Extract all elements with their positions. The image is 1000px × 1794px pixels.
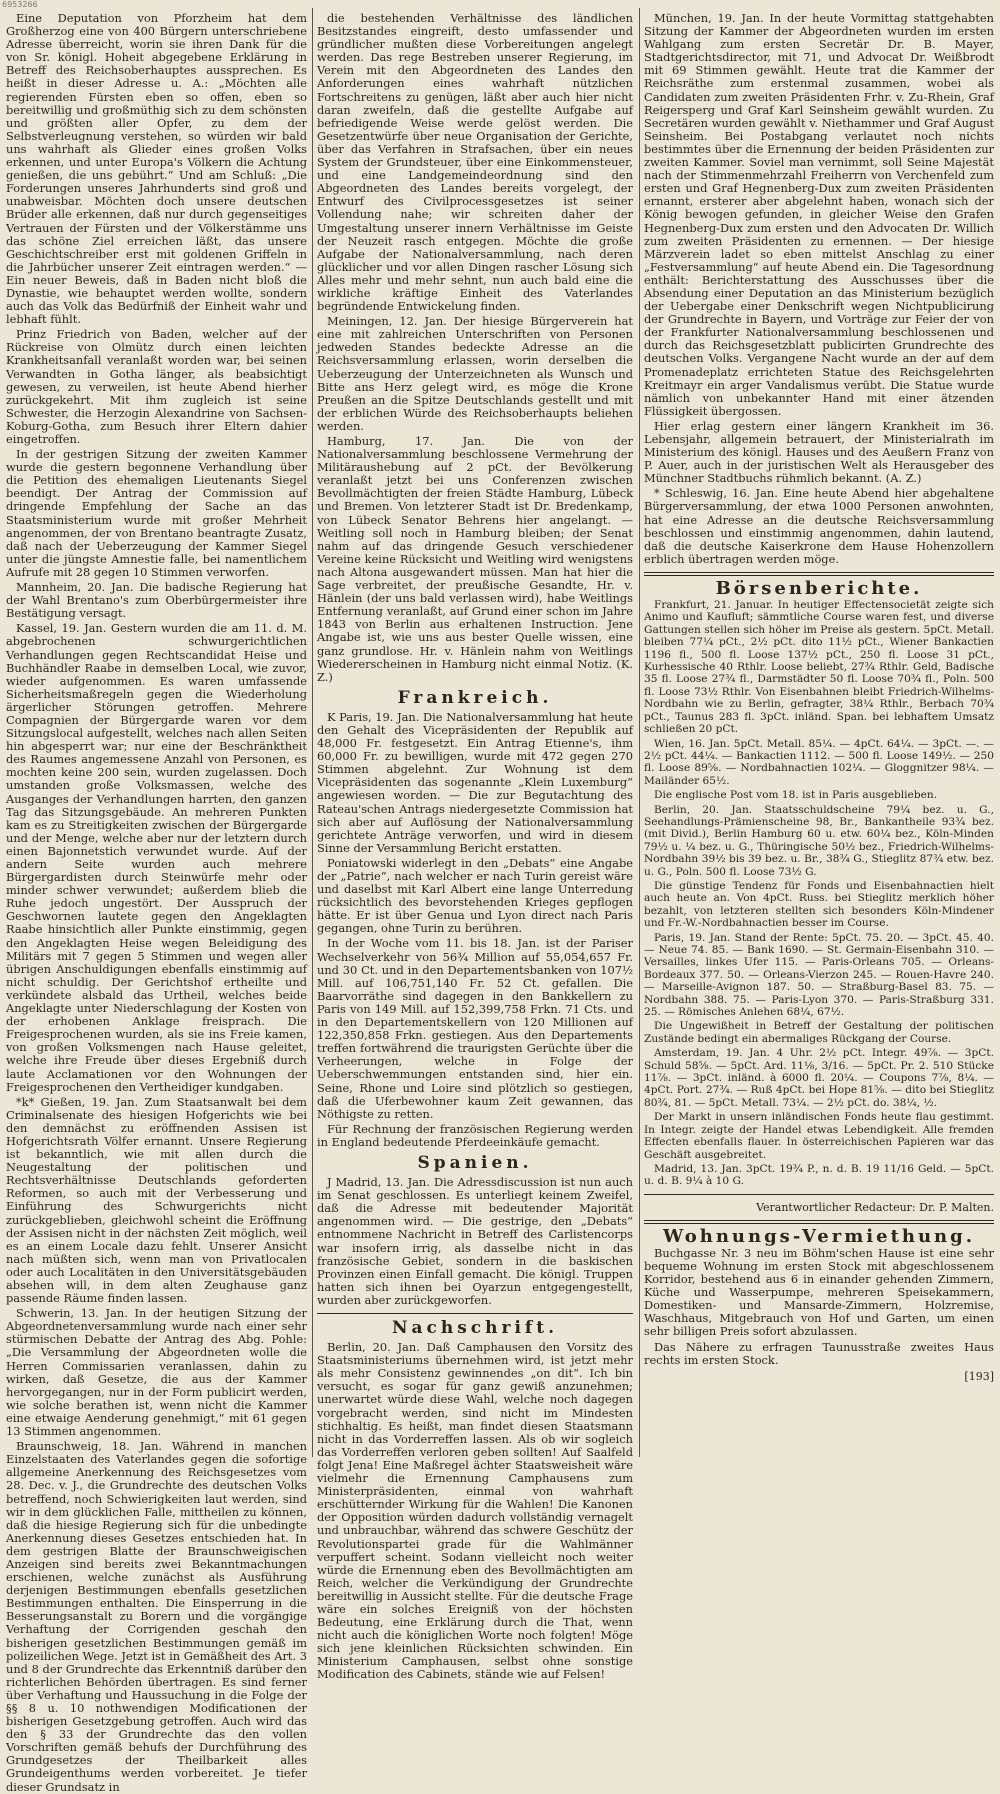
ad-number: [193] (964, 1369, 994, 1383)
section-heading-nachschrift: Nachschrift. (391, 1318, 559, 1338)
article: die bestehenden Verhältnisse des ländlichen Besitzstandes eingreift, desto umfassender und gründlicher mußten diese Vorbereitungen angelegt werden. Das rege Bestreben unserer Regierung, im Verein mit den Abgeordneten des Landes den Anforderungen eines wahrhaft nützlichen Fortschreitens zu genügen, läßt aber auch hier nicht daran zweifeln, daß die gestellte Aufgabe auf befriedigende Weise werde gelöst werden. Die Gesetzentwürfe über neue Organisation der Gerichte, über das Verfahren in Strafsachen, über ein neues System der Grundsteuer, über eine Einkommensteuer, und eine Landgemeindeordnung sind den Abgeordneten des Landes bereits vorgelegt, der Entwurf des Civilprocessgesetzes ist seiner Vollendung nahe; wir schreiten daher der Umgestaltung unserer innern Verhältnisse im Geiste der Neuzeit rasch entgegen. Möchte die große Aufgabe der Nationalversammlung, nach deren glücklicher und vor allen Dingen rascher Lösung sich Alles mehr und mehr sehnt, nun auch bald eine die wirkliche kräftige Einheit des Vaterlandes begründende Entwickelung finden. (317, 11, 633, 314)
redactor-line: Verantwortlicher Redacteur: Dr. P. Malten. (756, 1200, 994, 1214)
column-1 (6, 11, 307, 1794)
market-report: Paris, 19. Jan. Stand der Rente: 5pCt. 75. 20. — 3pCt. 45. 40. — Neue 74. 85. — Bank 1690. — St. Germain-Eisenbahn 310. — Versailles, linkes Ufer 115. — Paris-Orleans 705. — Orleans-Bordeaux 377. 50. — Orleans-Vierzon 245. — Rouen-Havre 240. — Marseille-Avignon 187. 50. — Straßburg-Basel 83. 75. — Nordbahn 388. 75. — Paris-Lyon 370. — Paris-Straßburg 331. 25. — Römisches Anlehen 68¼, 67½. (644, 931, 994, 1019)
article: *k* Gießen, 19. Jan. Zum Staatsanwalt bei dem Criminalsenate des hiesigen Hofgerichts wie bei den demnächst zu eröffnenden Assisen ist Hofgerichtsrath Völfer ernannt. Unsere Regierung ist bekanntlich, wie mit allen durch die Neugestaltung der politischen und Rechtsverhältnisse Deutschlands geforderten Reformen, so auch mit der Verbesserung und Einführung des Schwurgerichts nicht zurückgeblieben, gleichwohl scheint die Eröffnung der Assisen nicht in der nächsten Zeit möglich, weil es an einem Locale dazu fehlt. Unserer Ansicht nach müßten sich, wenn man von Privatlocalen oder auch Localitäten in den Universitätsgebäuden absehen will, in dem alten Zeughause ganz passende Räume finden lassen. (6, 1094, 307, 1306)
column-2 (317, 11, 633, 1682)
market-report: Frankfurt, 21. Januar. In heutiger Effectensocietät zeigte sich Animo und Kaufluft; sämmtliche Course waren fest, und diverse Gattungen stellen sich höher im Preise als gestern. 5pCt. Metall. bleiben 77¼ pCt., 2½ pCt. dito 11½ pCt., Wiener Bankactien 1196 fl., 500 fl. Loose 137½ pCt., 250 fl. Loose 31 pCt., Kurhessische 40 Rthlr. Loose beliebt, 27¾ Rthlr. Geld, Badische 35 fl. Loose 27¾ fl., Darmstädter 50 fl. Loose 70¾ fl., Poln. 500 fl. Loose 73½ Rthlr. Von Eisenbahnen bleibt Friedrich-Wilhelms-Nordbahn wie zu Berlin, gefragter, 38¼ Rthlr., Berbach 70¾ pCt., Taunus 283 fl. 3pCt. inländ. Span. bei lebhaftem Umsatz schließen 20 pCt. (644, 599, 994, 736)
article: Poniatowski widerlegt in den „Debats“ eine Angabe der „Patrie“, nach welcher er nach Turin gereist wäre und daselbst mit Karl Albert eine lange Unterredung rücksichtlich des bevorstehenden Krieges gepflogen hätte. Er ist über Genua und Lyon direct nach Paris gegangen, ohne Turin zu berühren. (317, 855, 633, 936)
article: Braunschweig, 18. Jan. Während in manchen Einzelstaaten des Vaterlandes gegen die sofortige allgemeine Anerkennung des Reichsgesetzes vom 28. Dec. v. J., die Grundrechte des deutschen Volks betreffend, noch Schwierigkeiten laut werden, sind wir in dem glücklichen Falle, mittheilen zu können, daß die hiesige Regierung sich für die unbedingte Anerkennung dieses Gesetzes entschieden hat. In dem gestrigen Blatte der Braunschweigischen Anzeigen sind bereits zwei Bekanntmachungen erschienen, welche zunächst als Ausführung derjenigen Bestimmungen ebenfalls gesetzlichen Bestimmungen enthalten. Die Einsperrung in die Besserungsanstalt zu Borern und die vorgängige Verhaftung der Corrigenden geschah den bisherigen gesetzlichen Bestimmungen gemäß im polizeilichen Wege. Jetzt ist in Gemäßheit des Art. 3 und 8 der Grundrechte das Erkenntniß darüber den richterlichen Behörden übertragen. Es sind ferner über Verhaftung und Haussuchung in die Folge der §§ 8 u. 10 nothwendigen Modificationen der bisherigen Gesetzgebung getroffen. Auch wird das den § 33 der Grundrechte das den vollen Vorschriften gemäß behufs der Durchführung des Grundgesetzes der Theilbarkeit alles Grundeigenthums werden vorbereitet. Je tiefer dieser Grundsatz in (6, 1439, 307, 1794)
article: In der gestrigen Sitzung der zweiten Kammer wurde die gestern begonnene Verhandlung über die Petition des ehemaligen Lieutenants Siegel beendigt. Der Antrag der Commission auf dringende Empfehlung der Sache an das Staatsministerium wurde mit großer Mehrheit angenommen, der von Brentano beantragte Zusatz, daß nach der Ueberzeugung der Kammer Siegel unter die jüngste Amnestie falle, bei namentlichem Aufrufe mit 28 gegen 10 Stimmen verworfen. (6, 447, 307, 579)
article: Für Rechnung der französischen Regierung werden in England bedeutende Pferdeeinkäufe gemacht. (317, 1121, 633, 1149)
divider (644, 1220, 994, 1224)
column-3 (644, 12, 994, 1457)
archive-stamp: 6953266 (2, 0, 38, 9)
section-heading-ad: Wohnungs-Vermiethung. (663, 1225, 975, 1247)
article: Prinz Friedrich von Baden, welcher auf der Rückreise von Olmütz durch einen leichten Krankheitsanfall veranlaßt worden war, bei seinen Verwandten in Gotha länger, als beabsichtigt gewesen, zu verweilen, ist heute Abend hierher zurückgekehrt. Mit ihm zugleich ist seine Schwester, die Herzogin Alexandrine von Sachsen-Koburg-Gotha, zum Besuch ihrer Eltern dahier eingetroffen. (6, 327, 307, 446)
column-rule (312, 8, 313, 1457)
article: Mannheim, 20. Jan. Die badische Regierung hat der Wahl Brentano's zum Oberbürgermeister ihre Bestätigung versagt. (6, 580, 307, 621)
article: Hamburg, 17. Jan. Die von der Nationalversammlung beschlossene Vermehrung der Militäraushebung auf 2 pCt. der Bevölkerung veranlaßt jetzt bei uns Conferenzen zwischen Bevollmächtigten der freien Städte Hamburg, Lübeck und Bremen. Von letzterer Stadt ist Dr. Bredenkamp, von Lübeck Senator Behrens hier angelangt. — Weitling soll noch in Hamburg bleiben; der Senat nahm auf das dringende Gesuch verschiedener Vereine keine Rücksicht und Weitling wird wenigstens nach Altona ausgewandert müssen. Man hat hier die Sage verbreitet, der preußische Gesandte, Hr. v. Hänlein (der uns bald verlassen wird), habe Weitlings Entfernung veranlaßt, auf Grund einer schon im Jahre 1843 von Berlin aus erhaltenen Instruction. Jene Angabe ist, wie uns aus bester Quelle wissen, eine ganz grundlose. Hr. v. Hänlein nahm von Weitlings Wiedererscheinen in Hamburg nicht einmal Notiz. (K. Z.) (317, 434, 633, 684)
market-report: Die englische Post vom 18. ist in Paris ausgeblieben. (654, 789, 938, 802)
article: Meiningen, 12. Jan. Der hiesige Bürgerverein hat eine mit zahlreichen Unterschriften von Personen jedweden Standes bedeckte Adresse an die Reichsversammlung erlassen, worin derselben die Ueberzeugung der Unterzeichneten als Wunsch und Bitte ans Herz gelegt wird, es möge die Krone Preußen an die Spitze Deutschlands gestellt und mit der erblichen Würde des Reichsoberhaupts beliehen werden. (317, 314, 633, 433)
market-report: Wien, 16. Jan. 5pCt. Metall. 85¼. — 4pCt. 64¼. — 3pCt. —. — 2½ pCt. 44¼. — Bankactien 1112. — 500 fl. Loose 149½. — 250 fl. Loose 89⅝. — Nordbahnactien 102¼. — Gloggnitzer 98¼. — Mailänder 65½. (644, 737, 994, 787)
section-heading-frankreich: Frankreich. (397, 687, 553, 708)
article: K Paris, 19. Jan. Die Nationalversammlung hat heute den Gehalt des Vicepräsidenten der Republik auf 48,000 Fr. festgesetzt. Ein Antrag Etienne's, ihm 60,000 Fr. zu bewilligen, wurde mit 472 gegen 270 Stimmen abgelehnt. Zur Wohnung ist dem Vicepräsidenten das sogenannte „Klein Luxemburg“ angewiesen worden. — Die zur Begutachtung des Rateau'schen Antrags niedergesetzte Commission hat sich aber auf Auflösung der Nationalversammlung gerichtete Anträge verworfen, und wird in diesem Sinne der Versammlung Bericht erstatten. (317, 709, 633, 855)
article: Berlin, 20. Jan. Daß Camphausen den Vorsitz des Staatsministeriums übernehmen wird, ist jetzt mehr als mehr Consistenz gewinnendes „on dit“. Ich bin versucht, es sogar für ganz gewiß anzunehmen; unerwartet würde diese Wahl, welche noch dagegen vorgebracht werden, sind nicht im Mindesten stichhaltig. Es heißt, man findet diesen Staatsmann nicht in das Vorderreffen lassen. Als ob wir sogleich das Vorderreffen verloren geben sollten! Auf Saalfeld folgt Jena! Eine Maßregel ächter Staatsweisheit wäre vielmehr die Ernennung Camphausens zum Ministerpräsidenten, einmal von wahrhaft erschütternder Wirkung für die Wahlen! Die Kanonen der Opposition würden dadurch vollständig vernagelt und unbrauchbar, während das schwere Geschütz der Revolutionspartei grade für die Wahlmänner verpuffert scheint. Sodann vielleicht noch weiter würde die Ernennung eben des Bevollmächtigten am Reich, welcher die Verkündigung der Grundrechte bereitwillig in Aussicht stellte. Für die deutsche Frage wäre ein solches Ereigniß von der höchsten Bedeutung, eine Erklärung durch die That, wenn nicht auch die königlichen Worte noch folgten! Möge sich jene kleinlichen Rücksichten schwinden. Ein Ministerium Camphausen, selbst ohne sonstige Modification des Cabinets, stände wie auf Felsen! (317, 1340, 633, 1682)
market-report: Die Ungewißheit in Betreff der Gestaltung der politischen Zustände bedingt ein abermaliges Rückgang der Course. (644, 1020, 994, 1045)
article: Kassel, 19. Jan. Gestern wurden die am 11. d. M. abgebrochenen schwurgerichtlichen Verhandlungen gegen Rechtscandidat Heise und Buchhändler Raabe in demselben Local, wie zuvor, wieder aufgenommen. Es waren umfassende Sicherheitsmaßregeln gegen die Wiederholung ärgerlicher Störungen getroffen. Mehrere Compagnien der Bürgergarde waren vor dem Sitzungslocal aufgestellt, welches nach allen Seiten hin abgesperrt war; nur eine der Beschränktheit des Raumes angemessene Anzahl von Personen, es mochten keine 200 sein, wurden zugelassen. Doch umstanden große Volksmassen, welche des Ausganges der Verhandlungen harrten, den ganzen Tag das Sitzungsgebäude. An mehreren Punkten kam es zu Streitigkeiten zwischen der Bürgergarde und der Menge, welche aber nur der letztern durch einen Bajonnetstich verwundet wurde. Auf der andern Seite wurden auch mehrere Bürgergardisten durch Steinwürfe mehr oder minder schwer verwundet; außerdem blieb die Ruhe jedoch ungestört. Der Ausspruch der Geschwornen lautete gegen den Angeklagten Raabe hinsichtlich aller Punkte einstimmig, gegen den Angeklagten Heise wegen Beleidigung des Militärs mit 7 gegen 5 Stimmen und wegen aller übrigen Anschuldigungen ebenfalls einstimmig auf nicht schuldig. Der Gerichtshof ertheilte und verkündete alsbald das Urtheil, welches beide Angeklagte unter Niederschlagung der Kosten von der erhobenen Anklage freisprach. Die Freigesprochenen wurden, als sie ins Freie kamen, von großen Volksmengen nach Hause geleitet, welche ihre Freude über dieses Ergebniß durch laute Acclamationen vor den Wohnungen der Freigesprochenen den Vertheidiger kundgaben. (6, 621, 307, 1094)
divider (644, 572, 994, 576)
market-report: Die günstige Tendenz für Fonds und Eisenbahnactien hielt auch heute an. Von 4pCt. Russ. bei Stieglitz merklich höher bezahlt, von letzteren stellten sich besonders Köln-Mindener und Fr.-W.-Nordbahnactien besser im Course. (644, 879, 994, 930)
article: München, 19. Jan. In der heute Vormittag stattgehabten Sitzung der Kammer der Abgeordneten wurden im ersten Wahlgang zum ersten Secretär Dr. B. Mayer, Stadtgerichtsdirector, mit 71, und Advocat Dr. Weißbrodt mit 69 Stimmen gewählt. Heute trat die Kammer der Reichsräthe zum erstenmal zusammen, wobei als Candidaten zum zweiten Präsidenten Frhr. v. Zu-Rhein, Graf Reigersperg und Graf Karl Seinsheim gewählt wurden. Zu Secretären wurden gewählt v. Niethammer und Graf August Seinsheim. Bei Postabgang verlautet noch nichts bestimmtes über die Ernennung der beiden Präsidenten zur zweiten Kammer. Soviel man vernimmt, soll Seine Majestät nach der Stimmenmehrzahl Freiherrn von Verchenfeld zum ersten und Graf Hegnenberg-Dux zum zweiten Präsidenten ernannt, ersterer aber abgelehnt haben, wonach sich der König bewogen gefunden, in gleicher Weise den Grafen Hegnenberg-Dux zum ersten und den Advocaten Dr. Willich zum zweiten Präsidenten zu ernennen. — Der hiesige Märzverein ladet so eben mittelst Anschlag zu einer „Festversammlung“ auf heute Abend ein. Die Tagesordnung enthält: Berichterstattung des Ausschusses über die Absendung einer Deputation an das Ministerium bezüglich der Uebergabe einer Denkschrift wegen Nichtpublicirung der Grundrechte in Bayern, und Vorträge zur Feier der von der Frankfurter Nationalversammlung beschlossenen und durch das Reichsgesetzblatt publicirten Grundrechte des deutschen Volks. Vergangene Nacht wurde an der auf dem Promenadeplatz errichteten Statue des Reichsgelehrten Kreitmayr ein arger Vandalismus verübt. Die Statue wurde nämlich von unbekannter Hand mit einer ätzenden Flüssigkeit übergossen. (644, 11, 994, 418)
article: * Schleswig, 16. Jan. Eine heute Abend hier abgehaltene Bürgerversammlung, der etwa 1000 Personen anwohnten, hat eine Adresse an die deutsche Reichsversammlung beschlossen und einstimmig angenommen, dahin lautend, daß die deutsche Kaiserkrone dem Hause Hohenzollern erblich übertragen werden möge. (644, 486, 994, 566)
article: In der Woche vom 11. bis 18. Jan. ist der Pariser Wechselverkehr von 56¾ Million auf 55,054,657 Fr. und 30 Ct. und in den Departementsbanken von 107½ Mill. auf 106,751,140 Fr. 52 Ct. gefallen. Die Baarvorräthe sind dagegen in den Bankkellern zu Paris von 149 Mill. auf 152,399,758 Frkn. 71 Cts. und in den Departementskellern von 120 Millionen auf 122,350,858 Frkn. gestiegen. Aus den Departements treffen fortwährend die traurigsten Gerüchte über die Verheerungen, welche in Folge der Ueberschwemmungen entstanden sind, hier ein. Seine, Rhone und Loire sind plötzlich so gestiegen, daß die Uferbewohner kaum Zeit gewannen, das Nöthigste zu retten. (317, 936, 633, 1121)
market-report: Madrid, 13. Jan. 3pCt. 19¾ P., n. d. B. 19 11/16 Geld. — 5pCt. u. d. B. 9¼ à 10 G. (644, 1162, 994, 1188)
article: J Madrid, 13. Jan. Die Adressdiscussion ist nun auch im Senat geschlossen. Es unterliegt keinem Zweifel, daß die Adresse mit bedeutender Majorität angenommen wird. — Die gestrige, den „Debats“ entnommene Nachricht in Betreff des Carlistencorps war insofern irrig, als dasselbe nicht in das französische Gebiet, sondern in die baskischen Provinzen einen Einfall gemacht. Die königl. Truppen hatten sich ihnen bei Oyarzun entgegengestellt, wurden aber zurückgeworfen. (317, 1175, 633, 1307)
article: Schwerin, 13. Jan. In der heutigen Sitzung der Abgeordnetenversammlung wurde nach einer sehr stürmischen Debatte der Antrag des Abg. Pohle: „Die Versammlung der Abgeordneten wolle die Herren Commissarien veranlassen, dahin zu wirken, daß Gesetze, die aus der Kammer hervorgegangen, nur in der Form publicirt werden, wie solche berathen ist, wenn nicht die Kammer eine etwaige Aenderung genehmigt,“ mit 61 gegen 13 Stimmen angenommen. (6, 1306, 307, 1439)
divider (317, 1313, 633, 1314)
divider (644, 1194, 994, 1195)
section-heading-spanien: Spanien. (417, 1152, 533, 1173)
market-report: Amsterdam, 19. Jan. 4 Uhr. 2½ pCt. Integr. 49⅞. — 3pCt. Schuld 58⅝. — 5pCt. Ard. 11⅛, 3/16. — 5pCt. Pr. 2. 510 Stücke 11⅞. — 3pCt. inländ. à 6000 fl. 20¼. — Coupons 7⅞, 8¼. — 4pCt. Port. 27¾. — Ruß 4pCt. bei Hope 81⅝. — dito bei Stieglitz 80¾, 81. — 5pCt. Metall. 73¼. — 2½ pCt. do. 38¼, ½. (644, 1047, 994, 1109)
market-report: Berlin, 20. Jan. Staatsschuldscheine 79¼ bez. u. G., Seehandlungs-Prämienscheine 98, Br., Bankantheile 93¾ bez. (mit Divid.), Berlin Hamburg 60 u. etw. 60¼ bez., Köln-Minden 79½ u. ¼ bez. u. G., Thüringische 50½ bez., Friedrich-Wilhelms-Nordbahn 39½ bis 39 bez. u. Br., 38¾ G., Stieglitz 87¾ etw. bez. u. G., Poln. 500 fl. Loose 73½ G. (644, 803, 994, 878)
advertisement: Das Nähere zu erfragen Taunusstraße zweites Haus rechts im ersten Stock. (644, 1339, 994, 1367)
article: Hier erlag gestern einer längern Krankheit im 36. Lebensjahr, allgemein betrauert, der Ministerialrath im Ministerium des königl. Hauses und des Aeußern Franz von P. Auer, auch in der juristischen Welt als Herausgeber des Münchner Stadtbuchs rühmlich bekannt. (A. Z.) (644, 418, 994, 486)
section-heading-boerse: Börsenberichte. (715, 577, 923, 599)
advertisement: Buchgasse Nr. 3 neu im Böhm'schen Hause ist eine sehr bequeme Wohnung im ersten Stock mit abgeschlossenem Korridor, bestehend aus 6 in einander gehenden Zimmern, Küche und Wasserpumpe, mehreren Speisekammern, Domestiken- und Mansarde-Zimmern, Holzremise, Waschhaus, Mitgebrauch von Hof und Garten, um einen sehr billigen Preis sofort abzulassen. (644, 1245, 994, 1339)
article: Eine Deputation von Pforzheim hat dem Großherzog eine von 400 Bürgern unterschriebene Adresse überreicht, worin sie ihren Dank für die von Sr. königl. Hoheit abgegebene Erklärung in Betreff des Reichsoberhauptes aussprechen. Es heißt in dieser Adresse u. A.: „Möchten alle regierenden Fürsten eben so offen, eben so bereitwillig und großmüthig sich zu dem schönsten und größten aller Opfer, zu dem der Selbstverleugnung verstehen, so würden wir bald uns wahrhaft als Glieder eines großen Volks erkennen, und unter Europa's Völkern die Achtung genießen, die uns gebührt.“ Und am Schluß: „Die Forderungen unseres Jahrhunderts sind groß und unabweisbar. Möchten doch unsere deutschen Brüder alle erkennen, daß nur durch gegenseitiges Vertrauen der Fürsten und der Völkerstämme uns das schöne Ziel erreichen läßt, das unsere Geschichtschreiber erst mit goldenen Griffeln in die Jahrbücher unserer Zeit eintragen werden.“ — Ein neuer Beweis, daß in Baden nicht bloß die Dynastie, wie behauptet werden wollte, sondern auch das Volk das Bedürfniß der Einheit wahr und lebhaft fühlt. (6, 11, 307, 327)
market-report: Der Markt in unsern inländischen Fonds heute flau gestimmt. In Integr. zeigte der Handel etwas Lebendigkeit. Alle fremden Effecten ebenfalls flauer. In österreichischen Papieren war das Geschäft ausgebreitet. (644, 1111, 994, 1161)
column-rule (639, 8, 640, 1457)
